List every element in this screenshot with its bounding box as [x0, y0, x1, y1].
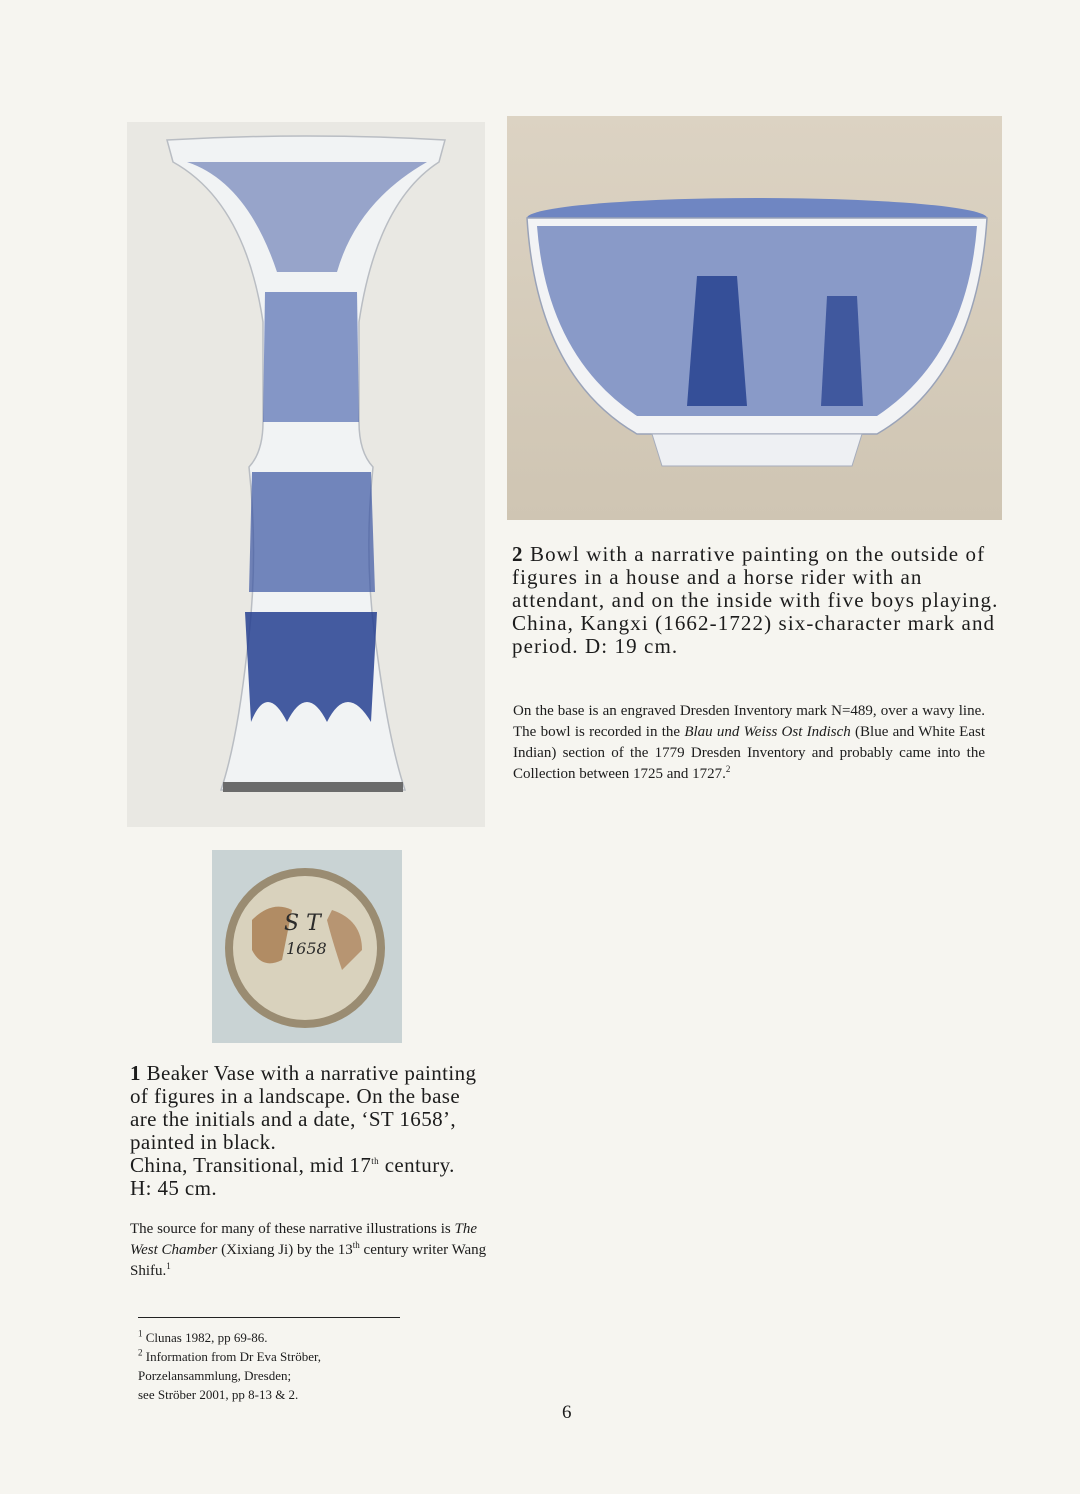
bowl-caption-title: Bowl with a narrative painting on the outside of figures in a house and a horse rider with an attendant, and on the inside with five boys playing.: [512, 542, 999, 612]
figure-number: 2: [512, 542, 524, 566]
bowl-note-italic: Blau und Weiss Ost Indisch: [684, 724, 851, 740]
footnote: $^1$ Clunas 1982, pp 69-86.: [138, 1328, 268, 1345]
vase-caption-origin: China, Transitional, mid 17th century.: [130, 1153, 455, 1177]
base-inscription-initials: S T: [284, 911, 321, 936]
bowl-note: [513, 701, 985, 785]
vase-note-italic: The West Chamber: [130, 1221, 477, 1258]
beaker-vase-photo: [127, 122, 485, 827]
footnote-ref: 1: [166, 1261, 171, 1271]
footnote-divider: [138, 1317, 400, 1318]
footnote: Porzelansammlung, Dresden;: [138, 1368, 292, 1383]
vase-caption: [130, 1062, 492, 1200]
footnote: see Ströber 2001, pp 8-13 & 2.: [138, 1387, 299, 1402]
vase-caption-size: H: 45 cm.: [130, 1176, 218, 1200]
vase-caption-title: Beaker Vase with a narrative painting of figures in a landscape. On the base are the initials and a date, ‘ST 1658’, painted in black.: [130, 1061, 477, 1154]
footnote-ref: 2: [725, 764, 731, 774]
figure-number: 1: [130, 1061, 141, 1085]
bowl-photo: [507, 116, 1002, 520]
bowl-caption-origin: China, Kangxi (1662-1722) six-character mark and period. D: 19 cm.: [512, 611, 996, 658]
vase-note: The source for many of these narrative illustrations is The West Chamber (Xixiang Ji) by the 13th century writer Wang Shifu.$^1$: [130, 1221, 487, 1279]
base-inscription-date: 1658: [286, 939, 327, 958]
bowl-note-text: On the base is an engraved Dresden Inventory mark N=489, over a wavy line. The bowl is recorded in the: [513, 703, 985, 740]
bowl-caption: [512, 543, 1004, 658]
vase-base-photo: [212, 850, 402, 1043]
footnotes: [138, 1328, 438, 1404]
page-number: 6: [562, 1402, 572, 1423]
bowl-note-text-end: (Blue and White East Indian) section of the 1779 Dresden Inventory and probably came into the Collection between 1725 and 1727.: [513, 724, 986, 782]
footnote: $^2$ Information from Dr Eva Ströber,: [138, 1347, 322, 1364]
